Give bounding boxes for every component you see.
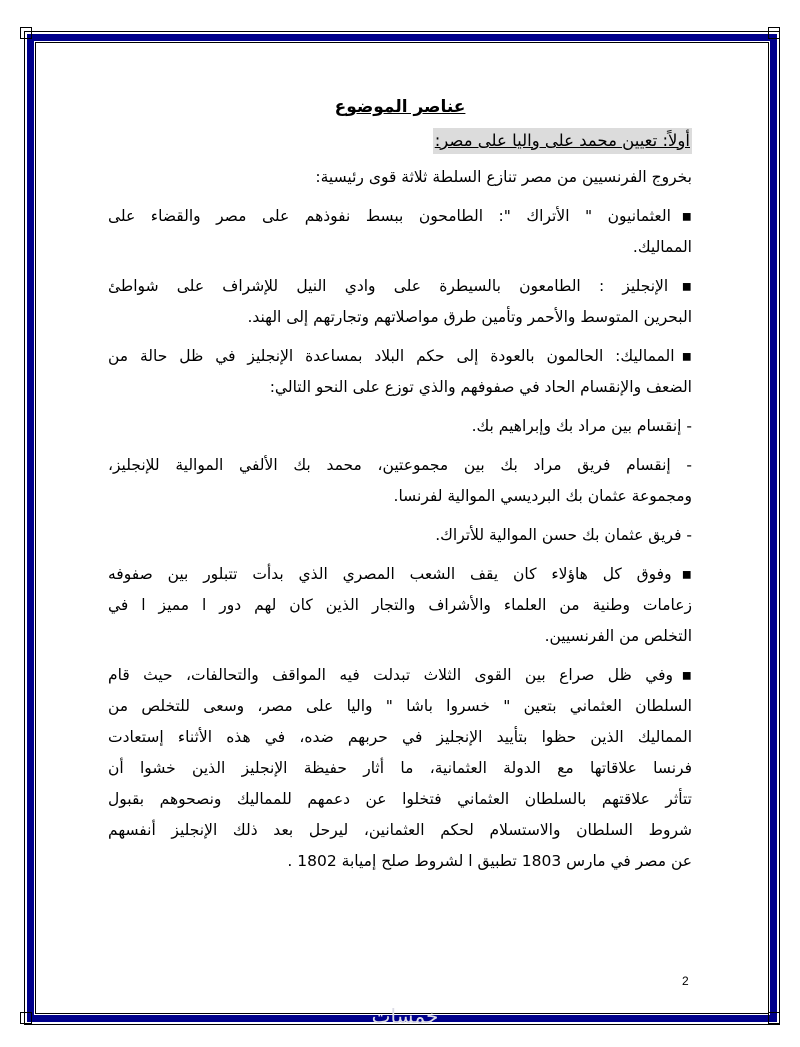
text-line: الضعف والإنقسام الحاد في صفوفهم والذي توزع على النحو التالي: [269, 378, 692, 396]
text-line: المماليك الذين حظوا بتأييد الإنجليز في حربهم ضده، في هذه الأثناء إستعادت [108, 728, 692, 746]
text-line: ▪المماليك: الحالمون بالعودة إلى حكم البلاد بمساعدة الإنجليز في ظل حالة من [108, 347, 692, 365]
text-line: - إنقسام فريق مراد بك بين مجموعتين، محمد بك الألفي الموالية للإنجليز، [108, 456, 692, 474]
text-line: ▪الإنجليز : الطامعون بالسيطرة على وادي النيل للإشراف على شواطئ [108, 277, 692, 295]
text-line: المماليك. [632, 238, 692, 256]
page-number: 2 [682, 974, 689, 988]
paragraph [108, 450, 692, 512]
text-line: - إنقسام بين مراد بك وإبراهيم بك. [471, 417, 692, 435]
text-line: زعامات وطنية من العلماء والأشراف والتجار الذين كان لهم دور ا مميز ا في [108, 596, 692, 614]
paragraph [108, 162, 692, 193]
section-heading: أولاً: تعيين محمد على واليا على مصر: [433, 128, 692, 154]
corner-ornament [768, 27, 780, 39]
text-line: التخلص من الفرنسيين. [544, 627, 692, 645]
text-line: فرنسا علاقاتها مع الدولة العثمانية، ما أثار حفيظة الإنجليز الذين خشوا أن [108, 759, 692, 777]
text-line: ▪العثمانيون " الأتراك ": الطامحون ببسط نفوذهم على مصر والقضاء على [108, 207, 692, 225]
text-line: ▪وفوق كل هاؤلاء كان يقف الشعب المصري الذي بدأت تتبلور بين صفوفه [108, 565, 692, 583]
watermark: خمسات [371, 1004, 439, 1028]
corner-ornament [768, 1012, 780, 1024]
text-line: ▪وفي ظل صراع بين القوى الثلاث تبدلت فيه المواقف والتحالفات، حيث قام [108, 666, 692, 684]
text-line: عن مصر في مارس 1803 تطبيق ا لشروط صلح إميابة 1802 . [287, 852, 692, 870]
paragraph [108, 520, 692, 551]
paragraph [108, 559, 692, 652]
corner-ornament [20, 1012, 32, 1024]
paragraph [108, 341, 692, 403]
paragraph [108, 201, 692, 263]
paragraph [108, 411, 692, 442]
document-body [108, 92, 692, 885]
text-line: تتأثر علاقتهم بالسلطان العثماني فتخلوا عن دعمهم للمماليك ونصحوهم بقبول [108, 790, 692, 808]
paragraph [108, 660, 692, 877]
text-line: بخروج الفرنسيين من مصر تنازع السلطة ثلاثة قوى رئيسية: [315, 168, 692, 186]
text-line: - فريق عثمان بك حسن الموالية للأتراك. [435, 526, 692, 544]
text-line: البحرين المتوسط والأحمر وتأمين طرق مواصلاتهم وتجارتهم إلى الهند. [247, 308, 692, 326]
corner-ornament [20, 27, 32, 39]
document-title: عناصر الموضوع [334, 97, 466, 117]
text-line: السلطان العثماني بتعين " خسروا باشا " واليا على مصر، وسعى للتخلص من [108, 697, 692, 715]
text-line: شروط السلطان والاستسلام لحكم العثمانين، ليرحل بعد ذلك الإنجليز أنفسهم [108, 821, 692, 839]
paragraphs [108, 162, 692, 877]
text-line: ومجموعة عثمان بك البرديسي الموالية لفرنسا. [393, 487, 692, 505]
paragraph [108, 271, 692, 333]
